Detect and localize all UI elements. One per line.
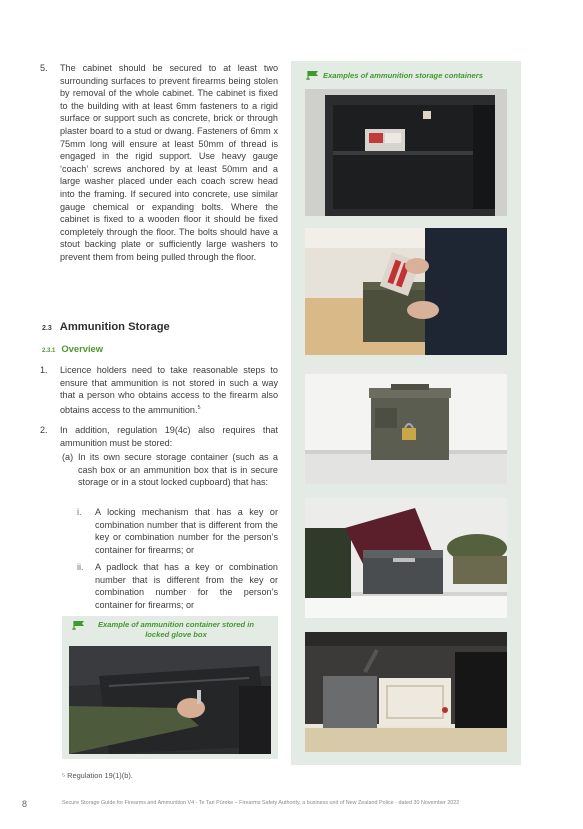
roman-item-ii bbox=[77, 561, 278, 611]
roman-text: A locking mechanism that has a key or combination number that is different from the key or combination number for the person’s container for firearms; or bbox=[95, 507, 278, 555]
roman-label: i. bbox=[77, 507, 82, 517]
flag-icon bbox=[306, 70, 320, 80]
glovebox-photo bbox=[69, 646, 271, 754]
examples-caption: Examples of ammunition storage containers bbox=[323, 71, 483, 80]
footnote: ⁵ Regulation 19(1)(b). bbox=[62, 771, 133, 780]
subsection-number: 2.3.1 bbox=[42, 348, 56, 354]
list-text: In addition, regulation 19(4c) also requires that ammunition must be stored: bbox=[60, 425, 278, 448]
page-footer: Secure Storage Guide for Firearms and Ammunition V4 - Te Tari Pūreke – Firearms Safety Authority, a business unit of New Zealand Police - dated 30 November 2022 bbox=[62, 800, 460, 806]
ammo-box-photo bbox=[305, 228, 507, 355]
roman-label: ii. bbox=[77, 562, 84, 572]
sublist-label: (a) bbox=[62, 452, 74, 462]
page-number: 8 bbox=[22, 799, 28, 809]
sublist-item-a bbox=[62, 451, 278, 489]
list-number: 5. bbox=[40, 63, 48, 73]
sublist-text: In its own secure storage container (such as a cash box or an ammunition box that is in secure storage or in a stout locked cupboard) that has: bbox=[78, 452, 278, 488]
section-heading bbox=[42, 321, 170, 333]
roman-text: A padlock that has a key or combination number that is different from the key or combination number for the person’s container for firearms; or bbox=[95, 562, 278, 610]
subsection-heading bbox=[42, 343, 103, 354]
roman-item-i bbox=[77, 506, 278, 556]
flag-icon bbox=[72, 620, 86, 630]
locked-cupboard-photo bbox=[305, 632, 507, 752]
list-item-5 bbox=[40, 62, 278, 264]
footnote-ref: 5 bbox=[197, 404, 201, 411]
list-text: Licence holders need to take reasonable steps to ensure that ammunition is not stored in such a way that a person who obtains access to the firearm also obtains access to the ammunition.$^5$ bbox=[60, 365, 278, 415]
list-text: The cabinet should be secured to at least two surrounding surfaces to prevent firearms being stolen by removal of the whole cabinet. The cabinet is fixed to the building with at least 6mm fasteners to a rigid surface or support such as concrete, brick or through plaster board to a stud or dwang. Fasteners of 6mm x 75mm long will ensure at least 50mm of thread is engaged in the rigid support. Use heavy gauge ‘coach’ screws anchored by at least 50mm and a large washer placed under each coach screw head into the framing. If secured into concrete, use similar gauge chemical or expanding bolts. Where the cabinet is fixed to a wooden floor it should be fixed completely through the floor. The bolts should have a stout backing plate or sufficiently large washers to prevent them from being pulled through the floor. bbox=[60, 63, 278, 262]
subsection-title: Overview bbox=[61, 343, 104, 354]
list-item-2 bbox=[40, 424, 278, 449]
section-title: Ammunition Storage bbox=[59, 321, 170, 333]
list-item-1 bbox=[40, 364, 278, 416]
section-number: 2.3 bbox=[42, 325, 52, 332]
safe-interior-photo bbox=[305, 89, 507, 216]
glovebox-caption: Example of ammunition container stored in locked glove box bbox=[97, 620, 255, 639]
list-number: 1. bbox=[40, 365, 48, 375]
padlocked-ammo-can-photo bbox=[305, 366, 507, 484]
list-number: 2. bbox=[40, 425, 48, 435]
cash-box-photo bbox=[305, 498, 507, 618]
